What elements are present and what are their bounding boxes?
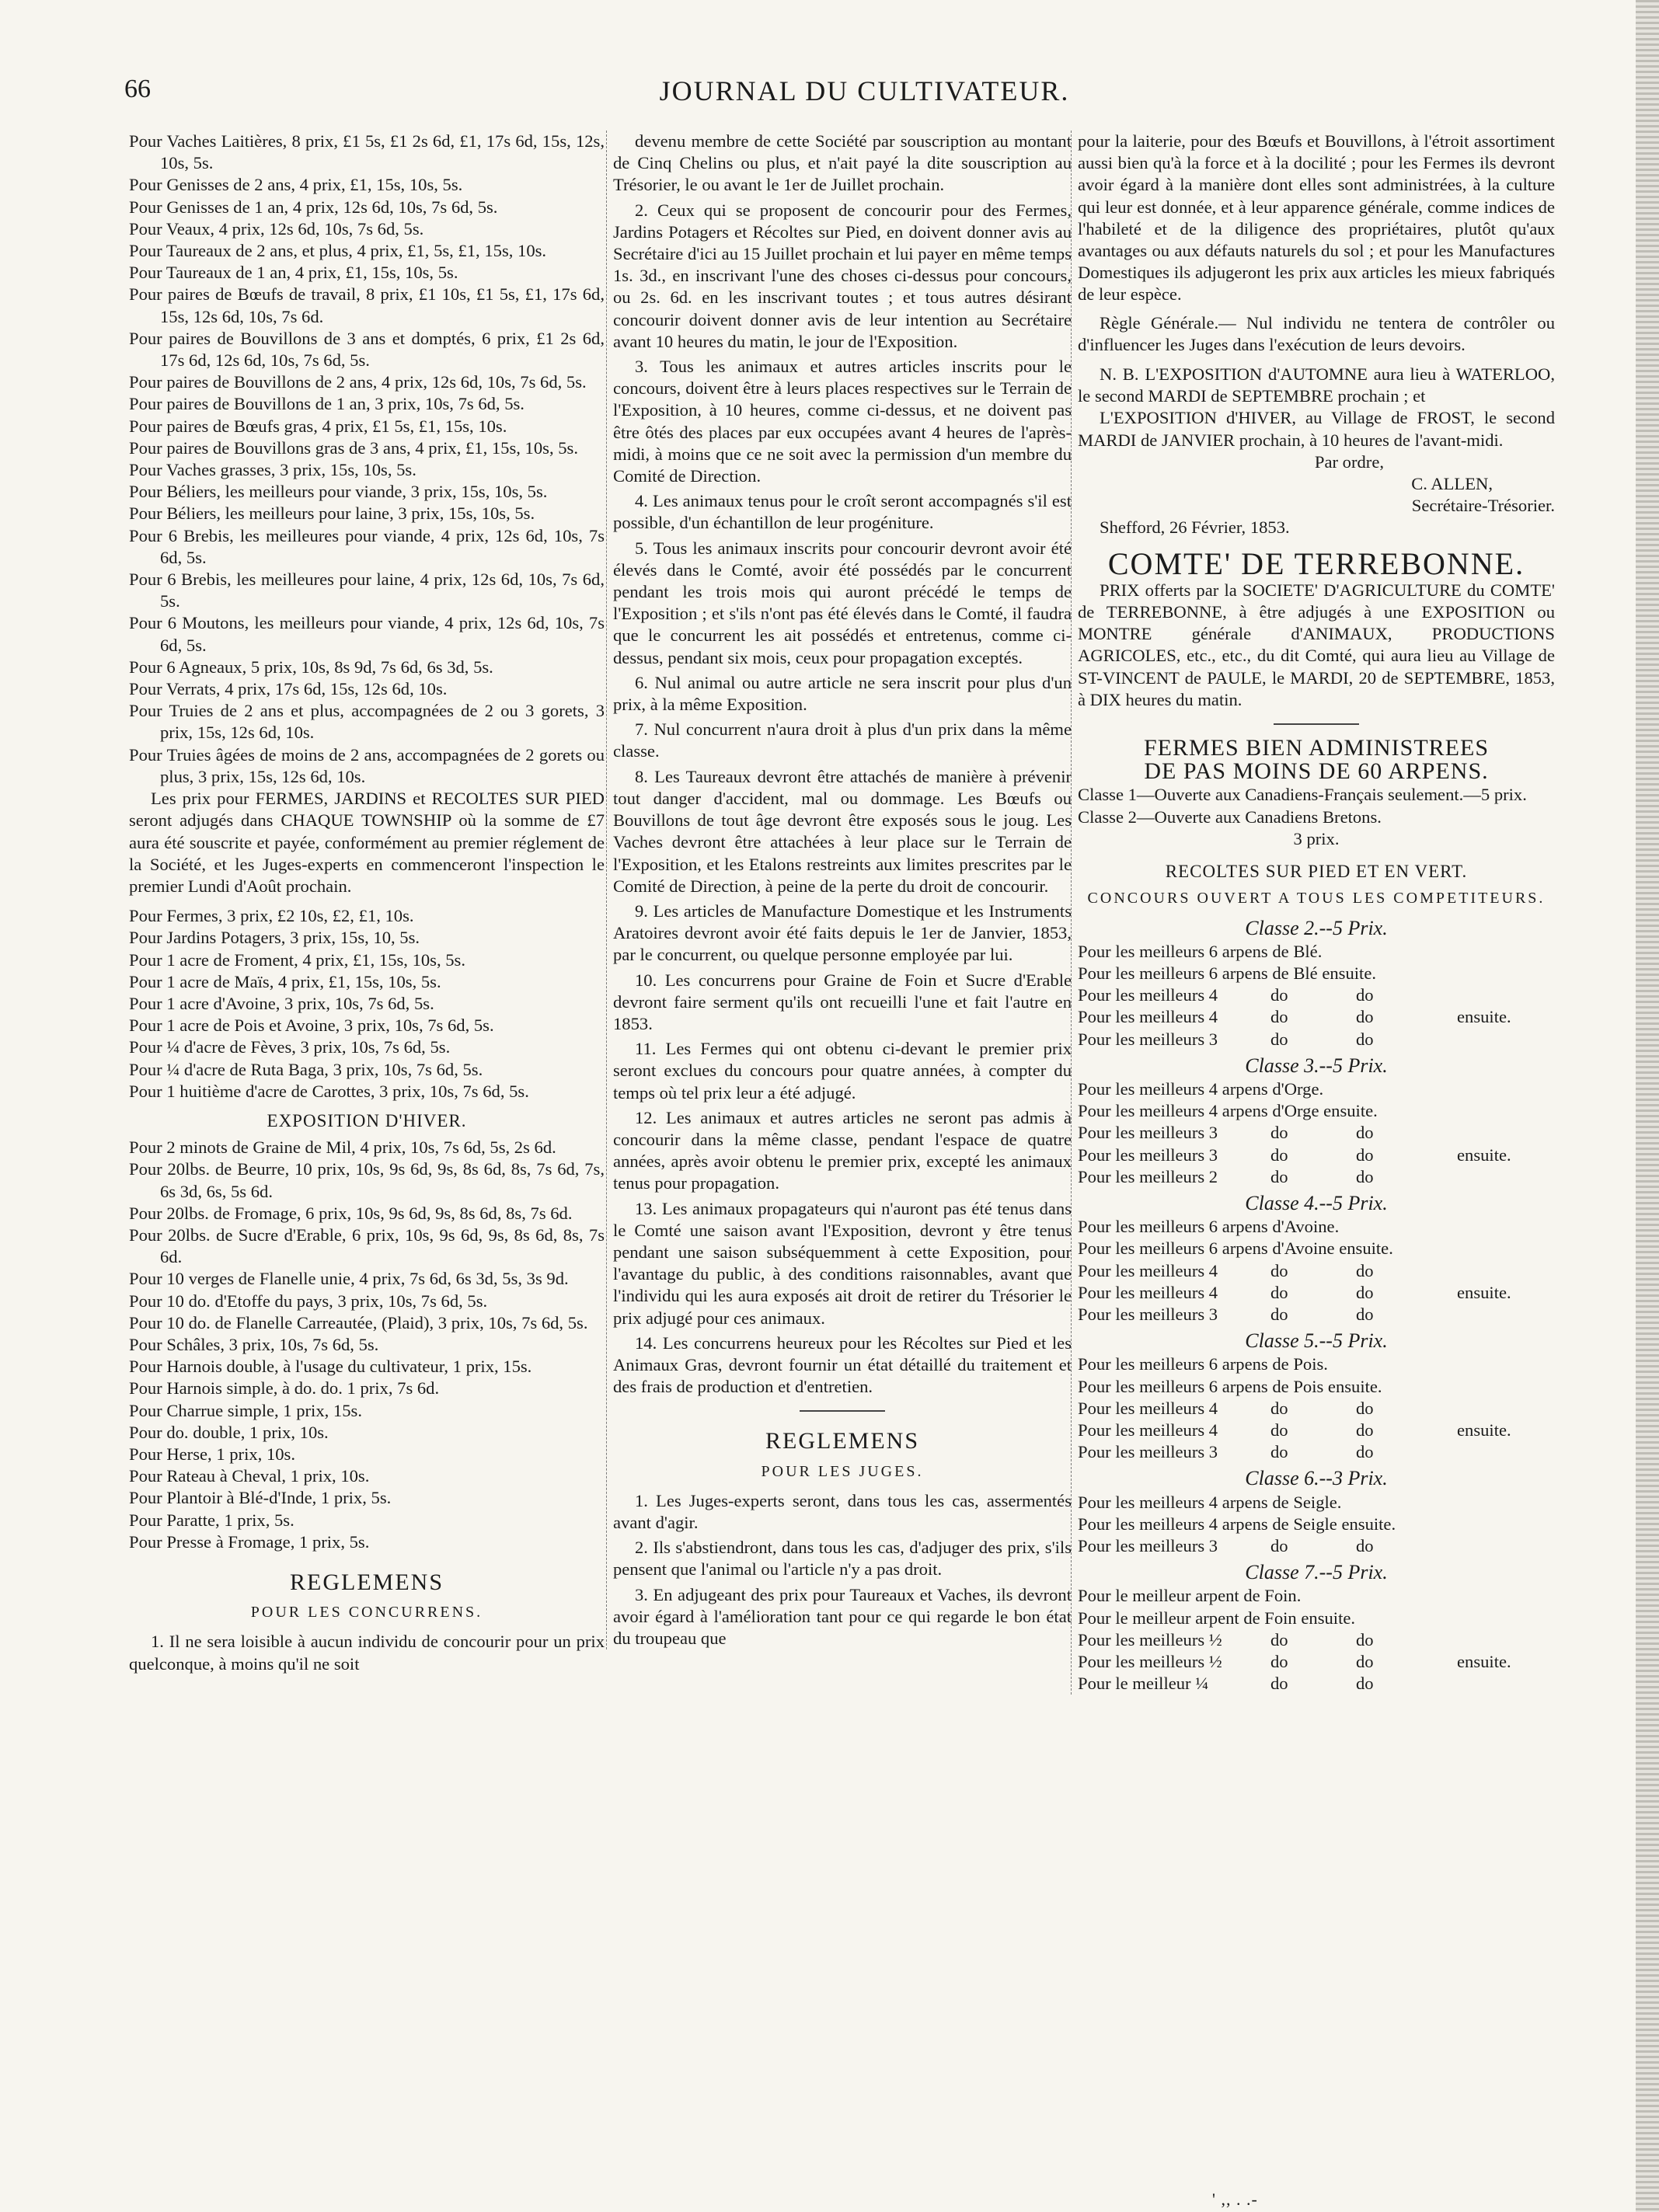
fermes-paragraph: Les prix pour FERMES, JARDINS et RECOLTES SUR PIED seront adjugés dans CHAQUE TOWNSHIP où la somme de £7 aura été souscrite et payée, conformément au premier réglement de la Société, et les Juges-experts en commenceront l'inspection le premier Lundi d'Août prochain. bbox=[129, 789, 605, 896]
classe-cell: Pour les meilleurs ½ bbox=[1078, 1629, 1222, 1649]
prize-item: Pour 1 acre de Maïs, 4 prix, £1, 15s, 10s, 5s. bbox=[129, 971, 441, 991]
prize-item: Pour Schâles, 3 prix, 10s, 7s 6d, 5s. bbox=[129, 1334, 379, 1354]
prize-item: Pour 6 Moutons, les meilleurs pour viande, 4 prix, 12s 6d, 10s, 7s 6d, 5s. bbox=[129, 613, 605, 655]
classe-cell: Pour les meilleurs 4 bbox=[1078, 985, 1218, 1005]
classe-row bbox=[1078, 1535, 1555, 1557]
journal-title: JOURNAL DU CULTIVATEUR. bbox=[659, 75, 1070, 106]
nb-notice: N. B. L'EXPOSITION d'AUTOMNE aura lieu à WATERLOO, le second MARDI de SEPTEMBRE prochain ; et bbox=[1078, 364, 1555, 406]
classe-cell: do bbox=[1270, 1123, 1288, 1143]
subheading-concurrens: POUR LES CONCURRENS. bbox=[250, 1604, 483, 1622]
classe-cell: Pour les meilleurs 2 bbox=[1078, 1166, 1218, 1186]
classe-row bbox=[1078, 1608, 1555, 1629]
prize-item: Pour 10 do. d'Etoffe du pays, 3 prix, 10s, 7s 6d, 5s. bbox=[129, 1291, 488, 1311]
rule-item: 1. Les Juges-experts seront, dans tous les cas, assermentés avant d'agir. bbox=[613, 1490, 1072, 1532]
classe-cell: Pour les meilleurs 3 bbox=[1078, 1029, 1218, 1049]
classe-cell: Pour les meilleurs 4 arpens de Seigle ensuite. bbox=[1078, 1514, 1396, 1534]
prize-item: Pour paires de Bœufs gras, 4 prix, £1 5s, £1, 15s, 10s. bbox=[129, 416, 507, 436]
prize-item: Pour Paratte, 1 prix, 5s. bbox=[129, 1510, 295, 1530]
rule-item: 7. Nul concurrent n'aura droit à plus d'un prix dans la même classe. bbox=[613, 719, 1072, 761]
classe-cell: do bbox=[1270, 1442, 1288, 1462]
prize-item: Pour paires de Bouvillons de 3 ans et domptés, 6 prix, £1 2s 6d, 17s 6d, 12s 6d, 10s, 7s 6d, 5s. bbox=[129, 328, 605, 371]
classes-list bbox=[1078, 918, 1555, 1695]
prize-item: Pour Verrats, 4 prix, 17s 6d, 15s, 12s 6d, 10s. bbox=[129, 679, 448, 699]
prize-item: Pour do. double, 1 prix, 10s. bbox=[129, 1422, 329, 1442]
classe-cell: do bbox=[1270, 1674, 1288, 1694]
classe-cell bbox=[1457, 1166, 1555, 1188]
rule-item: 12. Les animaux et autres articles ne seront pas admis à concourir dans la même classe, pendant l'espace de quatre années, après avoir obtenu le premier prix, excepté les animaux tenus pour propagation. bbox=[613, 1107, 1072, 1193]
prize-item: Pour Harnois double, à l'usage du cultivateur, 1 prix, 15s. bbox=[129, 1357, 532, 1377]
classe-cell: do bbox=[1356, 1304, 1374, 1324]
rule-item: devenu membre de cette Société par souscription au montant de Cinq Chelins ou plus, et n'ait payé la dite souscription au Trésorier, le ou avant le 1er de Juillet prochain. bbox=[613, 131, 1072, 195]
classe-row bbox=[1078, 1166, 1555, 1188]
classe-row bbox=[1078, 1144, 1555, 1166]
classe-cell: do bbox=[1270, 1260, 1288, 1280]
classe-2-prix: 3 prix. bbox=[1293, 828, 1340, 848]
page-edge bbox=[1636, 0, 1659, 2212]
classe-cell: Pour les meilleurs 6 arpens d'Avoine ensuite. bbox=[1078, 1238, 1393, 1259]
classe-cell: do bbox=[1270, 1282, 1288, 1302]
prize-item: Pour 20lbs. de Beurre, 10 prix, 10s, 9s 6d, 9s, 8s 6d, 8s, 7s 6d, 7s, 6s 3d, 6s, 5s 6d. bbox=[129, 1159, 605, 1201]
classe-cell: do bbox=[1356, 1260, 1374, 1280]
classe-row bbox=[1078, 1651, 1555, 1673]
classe-cell: do bbox=[1270, 1535, 1288, 1555]
fermes-heading-1: FERMES BIEN ADMINISTREES bbox=[1143, 735, 1490, 761]
classe-cell: Pour les meilleurs 3 bbox=[1078, 1304, 1218, 1324]
prize-item: Pour paires de Bouvillons de 2 ans, 4 prix, 12s 6d, 10s, 7s 6d, 5s. bbox=[129, 372, 587, 392]
section-heading-hiver: EXPOSITION D'HIVER. bbox=[267, 1110, 467, 1130]
judges-paragraph: pour la laiterie, pour des Bœufs et Bouvillons, à l'étroit assortiment aussi bien qu'à la force et à la docilité ; pour les Fermes ils devront avoir égard à la manière dont elles sont administrées, à la culture qui leur est donnée, et à leur apparence générale, comme indices de l'habileté et de la diligence des propriétaires, plutôt qu'aux avantages ou aux défauts naturels du sol ; et pour les Manufactures Domestiques ils adjugeront les prix aux articles les mieux fabriqués de leur espèce. bbox=[1078, 131, 1555, 305]
prize-item: Pour 1 huitième d'acre de Carottes, 3 prix, 10s, 7s 6d, 5s. bbox=[129, 1081, 529, 1101]
classe-cell: ensuite. bbox=[1457, 1282, 1511, 1302]
prize-item: Pour paires de Bœufs de travail, 8 prix, £1 10s, £1 5s, £1, 17s 6d, 15s, 12s 6d, 10s, 7s 6d. bbox=[129, 284, 605, 326]
classe-cell: Pour les meilleurs 4 arpens de Seigle. bbox=[1078, 1492, 1342, 1512]
classe-cell: ensuite. bbox=[1457, 1007, 1511, 1027]
prize-list-crops bbox=[129, 905, 605, 1103]
classe-row bbox=[1078, 963, 1555, 984]
classe-row bbox=[1078, 1353, 1555, 1375]
classe-row bbox=[1078, 1304, 1555, 1325]
county-title: COMTE' DE TERREBONNE. bbox=[1107, 545, 1525, 581]
prize-item: Pour 20lbs. de Sucre d'Erable, 6 prix, 10s, 9s 6d, 9s, 8s 6d, 8s, 7s 6d. bbox=[129, 1224, 605, 1267]
prize-item: Pour Vaches Laitières, 8 prix, £1 5s, £1 2s 6d, £1, 17s 6d, 15s, 12s, 10s, 5s. bbox=[129, 131, 605, 173]
rule-item: 3. En adjugeant des prix pour Taureaux et Vaches, ils devront avoir égard à l'amélioration tant pour ce qui regarde le bon état du troupeau que bbox=[613, 1584, 1072, 1648]
classe-cell: do bbox=[1356, 1144, 1374, 1165]
classe-row bbox=[1078, 1006, 1555, 1028]
rule-item: 10. Les concurrens pour Graine de Foin et Sucre d'Erable devront faire serment qu'ils ont recueilli l'une et fait l'autre en 1853. bbox=[613, 970, 1072, 1033]
classe-cell: Pour les meilleurs 3 bbox=[1078, 1442, 1218, 1462]
classe-cell bbox=[1457, 1122, 1555, 1144]
prize-item: Pour paires de Bouvillons gras de 3 ans, 4 prix, £1, 15s, 10s, 5s. bbox=[129, 437, 578, 458]
section-heading-reglemens-juges: REGLEMENS bbox=[765, 1428, 919, 1454]
classe-cell: ensuite. bbox=[1457, 1652, 1511, 1671]
prize-item: Pour Truies de 2 ans et plus, accompagnées de 2 ou 3 gorets, 3 prix, 15s, 12s 6d, 10s. bbox=[129, 701, 605, 743]
prize-item: Pour 6 Brebis, les meilleures pour laine, 4 prix, 12s 6d, 10s, 7s 6d, 5s. bbox=[129, 570, 605, 611]
classe-cell: do bbox=[1356, 1674, 1374, 1694]
classe-cell: do bbox=[1270, 1144, 1288, 1165]
classe-cell bbox=[1457, 1629, 1555, 1651]
classe-cell: do bbox=[1270, 1007, 1288, 1027]
classe-cell: Pour les meilleurs 4 bbox=[1078, 1260, 1218, 1280]
rule-item: 13. Les animaux propagateurs qui n'auront pas été tenus dans le Comté une saison avant l'Exposition, devront y être tenus pendant une saison subséquemment à cette Exposition, pour l'avantage du public, à des conditions raisonnables, avant que l'individu qui les aura exposés ait droit de retirer du Trésorier le prix adjugé pour ces animaux. bbox=[613, 1198, 1072, 1328]
subheading-juges: POUR LES JUGES. bbox=[761, 1462, 924, 1480]
prize-item: Pour Vaches grasses, 3 prix, 15s, 10s, 5s. bbox=[129, 460, 416, 480]
classe-cell: ensuite. bbox=[1457, 1144, 1511, 1165]
classe-cell: Pour les meilleurs 6 arpens de Blé ensuite. bbox=[1078, 963, 1377, 983]
prize-item: Pour 10 verges de Flanelle unie, 4 prix, 7s 6d, 6s 3d, 5s, 3s 9d. bbox=[129, 1269, 569, 1289]
classe-cell: do bbox=[1356, 1652, 1374, 1671]
prize-item: Pour Taureaux de 1 an, 4 prix, £1, 15s, 10s, 5s. bbox=[129, 263, 458, 283]
prize-item: Pour 6 Brebis, les meilleures pour viande, 4 prix, 12s 6d, 10s, 7s 6d, 5s. bbox=[129, 525, 605, 567]
prize-item: Pour ¼ d'acre de Ruta Baga, 3 prix, 10s, 7s 6d, 5s. bbox=[129, 1059, 483, 1079]
prize-item: Pour Rateau à Cheval, 1 prix, 10s. bbox=[129, 1466, 370, 1486]
rule-item: 9. Les articles de Manufacture Domestique et les Instruments Aratoires devront avoir été faits depuis le 1er de Janvier, 1853, par le concurrent, ou quelque personne employée par lui. bbox=[613, 900, 1072, 965]
classe-title: Classe 7.--5 Prix. bbox=[1245, 1561, 1388, 1584]
column-right bbox=[1071, 131, 1555, 1695]
classe-row bbox=[1078, 1673, 1555, 1695]
classe-row bbox=[1078, 1282, 1555, 1304]
classe-cell: do bbox=[1356, 1442, 1374, 1462]
rule-item: 2. Ceux qui se proposent de concourir pour des Fermes, Jardins Potagers et Récoltes sur Pied, en doivent donner avis au Secrétaire d'ici au 15 Juillet prochain et lui payer en même temps 1s. 3d., en inscrivant l'une des choses ci-dessus pour concours, ou 2s. 6d. en les inscrivant toutes ; et tous autres désirant concourir doivent donner avis de leur intention au Secrétaire avant 10 heures du matin, le jour de l'Exposition. bbox=[613, 200, 1072, 351]
county-paragraph: PRIX offerts par la SOCIETE' D'AGRICULTURE du COMTE' de TERREBONNE, à être adjugés à une EXPOSITION ou MONTRE générale d'ANIMAUX, PRODUCTIONS AGRICOLES, etc., etc., du dit Comté, qui aura lieu au Village de ST-VINCENT de PAULE, le MARDI, 20 de SEPTEMBRE, 1853, à DIX heures du matin. bbox=[1078, 580, 1555, 709]
prize-item: Pour Jardins Potagers, 3 prix, 15s, 10, 5s. bbox=[129, 928, 420, 948]
classe-cell: Pour les meilleurs 4 bbox=[1078, 1398, 1218, 1418]
classe-cell: do bbox=[1356, 1282, 1374, 1302]
prize-item: Pour Fermes, 3 prix, £2 10s, £2, £1, 10s. bbox=[129, 906, 414, 926]
classe-cell: Pour le meilleur arpent de Foin ensuite. bbox=[1078, 1608, 1356, 1628]
classe-cell: do bbox=[1270, 1398, 1288, 1418]
classe-row bbox=[1078, 1238, 1555, 1259]
prize-item: Pour Herse, 1 prix, 10s. bbox=[129, 1444, 295, 1464]
prize-item: Pour Harnois simple, à do. do. 1 prix, 7s 6d. bbox=[129, 1378, 440, 1399]
prize-item: Pour Presse à Fromage, 1 prix, 5s. bbox=[129, 1531, 370, 1552]
classe-row bbox=[1078, 941, 1555, 963]
prize-item: Pour Béliers, les meilleurs pour viande, 3 prix, 15s, 10s, 5s. bbox=[129, 482, 548, 502]
par-ordre: Par ordre, bbox=[1314, 451, 1384, 472]
prize-item: Pour 1 acre de Pois et Avoine, 3 prix, 10s, 7s 6d, 5s. bbox=[129, 1015, 494, 1036]
classe-row bbox=[1078, 1260, 1555, 1282]
classe-row bbox=[1078, 1585, 1555, 1607]
classe-cell: do bbox=[1270, 985, 1288, 1005]
classe-cell: Pour les meilleurs 6 arpens de Pois. bbox=[1078, 1354, 1328, 1374]
classe-1: Classe 1—Ouverte aux Canadiens-Français seulement.—5 prix. bbox=[1078, 785, 1527, 805]
classe-cell: do bbox=[1270, 1629, 1288, 1649]
classe-row bbox=[1078, 1492, 1555, 1514]
rules-list-concurrens bbox=[613, 131, 1072, 1398]
classe-cell bbox=[1457, 1304, 1555, 1325]
prize-item: Pour 1 acre de Froment, 4 prix, £1, 15s, 10s, 5s. bbox=[129, 949, 465, 970]
classe-cell: do bbox=[1356, 1123, 1374, 1143]
fermes-heading-2: DE PAS MOINS DE 60 ARPENS. bbox=[1144, 758, 1489, 785]
classe-row bbox=[1078, 1629, 1555, 1651]
classe-cell bbox=[1457, 1260, 1555, 1282]
prize-item: Pour 2 minots de Graine de Mil, 4 prix, 10s, 7s 6d, 5s, 2s 6d. bbox=[129, 1137, 556, 1158]
prize-item: Pour 20lbs. de Fromage, 6 prix, 10s, 9s 6d, 9s, 8s 6d, 8s, 7s 6d. bbox=[129, 1203, 573, 1223]
divider bbox=[800, 1410, 885, 1412]
prize-item: Pour Charrue simple, 1 prix, 15s. bbox=[129, 1400, 362, 1420]
prize-item: Pour ¼ d'acre de Fèves, 3 prix, 10s, 7s 6d, 5s. bbox=[129, 1037, 451, 1057]
rule-item: 6. Nul animal ou autre article ne sera inscrit pour plus d'un prix, à la même Exposition. bbox=[613, 672, 1072, 715]
prize-item: Pour 6 Agneaux, 5 prix, 10s, 8s 9d, 7s 6d, 6s 3d, 5s. bbox=[129, 657, 493, 677]
place-date: Shefford, 26 Février, 1853. bbox=[1100, 517, 1290, 538]
prize-item: Pour paires de Bouvillons de 1 an, 3 prix, 10s, 7s 6d, 5s. bbox=[129, 394, 525, 414]
classe-row bbox=[1078, 1100, 1555, 1122]
classe-row bbox=[1078, 1514, 1555, 1535]
classe-row bbox=[1078, 1376, 1555, 1398]
classe-cell bbox=[1457, 1535, 1555, 1557]
classe-cell bbox=[1457, 1673, 1555, 1695]
prize-item: Pour Taureaux de 2 ans, et plus, 4 prix, £1, 5s, £1, 15s, 10s. bbox=[129, 241, 547, 261]
classe-cell: do bbox=[1356, 1535, 1374, 1555]
classe-cell: Pour les meilleurs 4 arpens d'Orge ensuite. bbox=[1078, 1101, 1378, 1121]
concours-heading: CONCOURS OUVERT A TOUS LES COMPETITEURS. bbox=[1087, 890, 1546, 907]
prize-item: Pour Genisses de 2 ans, 4 prix, £1, 15s, 10s, 5s. bbox=[129, 175, 463, 195]
classe-title: Classe 2.--5 Prix. bbox=[1245, 916, 1388, 939]
prize-list-animals bbox=[129, 131, 605, 788]
running-head bbox=[117, 75, 1612, 113]
rule-item: 2. Ils s'abstiendront, dans tous les cas, d'adjuger des prix, s'ils pensent que l'animal ou l'article n'y a pas droit. bbox=[613, 1538, 1072, 1580]
prize-item: Pour Veaux, 4 prix, 12s 6d, 10s, 7s 6d, 5s. bbox=[129, 218, 424, 239]
classe-cell: do bbox=[1356, 1420, 1374, 1440]
recoltes-heading: RECOLTES SUR PIED ET EN VERT. bbox=[1165, 862, 1468, 882]
classe-cell: do bbox=[1270, 1304, 1288, 1324]
rule-item: 8. Les Taureaux devront être attachés de manière à prévenir tout danger d'accident, mal ou dommage. Les Bœufs ou Bouvillons de tout âge devront être exposés sous le joug. Les Vaches devront être attachées à leur place sur le Terrain de l'Exposition, et les Etalons restreints aux limites prescrites par le Comité de Direction, à peine de la perte du droit de concourir. bbox=[613, 766, 1072, 896]
rule-item: 5. Tous les animaux inscrits pour concourir devront avoir été élevés dans le Comté, avoir été possédés par le concurrent pendant les trois mois qui auront précédé le temps de l'Exposition ; et s'ils n'ont pas été élevés dans le Comté, il faudra que le concurrent les ait possédés et entretenus, comme ci-dessus, pendant six mois, ceux pour propagation exceptés. bbox=[613, 538, 1072, 667]
prize-item: Pour Béliers, les meilleurs pour laine, 3 prix, 15s, 10s, 5s. bbox=[129, 503, 535, 524]
rule-paragraph: 1. Il ne sera loisible à aucun individu de concourir pour un prix quelconque, à moins qu'il ne soit bbox=[129, 1632, 605, 1674]
classe-row bbox=[1078, 984, 1555, 1006]
classe-row bbox=[1078, 1398, 1555, 1420]
classe-cell: Pour le meilleur ¼ bbox=[1078, 1674, 1209, 1694]
classe-title: Classe 5.--5 Prix. bbox=[1245, 1329, 1388, 1353]
classe-cell: Pour les meilleurs 6 arpens de Blé. bbox=[1078, 941, 1323, 961]
classe-cell: Pour les meilleurs 6 arpens d'Avoine. bbox=[1078, 1217, 1340, 1237]
classe-row bbox=[1078, 1122, 1555, 1144]
prize-item: Pour Truies âgées de moins de 2 ans, accompagnées de 2 gorets ou plus, 3 prix, 15s, 12s 6d, 10s. bbox=[129, 744, 605, 786]
classe-cell bbox=[1457, 1441, 1555, 1463]
rule-item: 4. Les animaux tenus pour le croît seront accompagnés s'il est possible, d'un échantillon de leur progéniture. bbox=[613, 491, 1072, 533]
classe-cell: Pour les meilleurs 4 bbox=[1078, 1007, 1218, 1027]
classe-cell: do bbox=[1270, 1029, 1288, 1049]
rule-item: 11. Les Fermes qui ont obtenu ci-devant le premier prix seront exclues du concours pour quatre années, à compter du temps où tel prix leur a été adjugé. bbox=[613, 1039, 1072, 1103]
classe-cell: Pour les meilleurs 4 bbox=[1078, 1282, 1218, 1302]
prize-item: Pour Genisses de 1 an, 4 prix, 12s 6d, 10s, 7s 6d, 5s. bbox=[129, 197, 498, 217]
classe-cell: do bbox=[1356, 985, 1374, 1005]
classe-cell: Pour les meilleurs 3 bbox=[1078, 1535, 1218, 1555]
classe-cell: do bbox=[1270, 1652, 1288, 1671]
page-number: 66 bbox=[124, 75, 151, 103]
classe-cell: do bbox=[1356, 1629, 1374, 1649]
footer-mark: ' ,, . .- bbox=[1212, 2189, 1258, 2209]
classe-cell: do bbox=[1356, 1166, 1374, 1186]
prize-item: Pour 1 acre d'Avoine, 3 prix, 10s, 7s 6d, 5s. bbox=[129, 993, 434, 1013]
classe-cell bbox=[1457, 1398, 1555, 1420]
prize-item: Pour 10 do. de Flanelle Carreautée, (Plaid), 3 prix, 10s, 7s 6d, 5s. bbox=[129, 1312, 588, 1332]
classe-row bbox=[1078, 1029, 1555, 1050]
classe-cell: do bbox=[1356, 1398, 1374, 1418]
classe-cell: Pour les meilleurs 6 arpens de Pois ensuite. bbox=[1078, 1376, 1382, 1396]
rule-item: 14. Les concurrens heureux pour les Récoltes sur Pied et les Animaux Gras, devront fournir un état détaillé du traitement et des frais de production et d'entretien. bbox=[613, 1332, 1072, 1397]
hiver-notice: L'EXPOSITION d'HIVER, au Village de FROST, le second MARDI de JANVIER prochain, à 10 heures de l'avant-midi. bbox=[1078, 408, 1555, 450]
signatory-title: Secrétaire-Trésorier. bbox=[1411, 496, 1555, 516]
classe-cell: Pour les meilleurs 4 bbox=[1078, 1420, 1218, 1440]
classe-cell: ensuite. bbox=[1457, 1420, 1511, 1440]
classe-cell bbox=[1457, 1029, 1555, 1050]
classe-cell: Pour les meilleurs 4 arpens d'Orge. bbox=[1078, 1078, 1324, 1099]
rules-list-juges bbox=[613, 1490, 1072, 1649]
classe-cell: Pour les meilleurs 3 bbox=[1078, 1123, 1218, 1143]
classe-cell: Pour les meilleurs ½ bbox=[1078, 1652, 1222, 1671]
classe-cell: do bbox=[1356, 1007, 1374, 1027]
classe-title: Classe 6.--3 Prix. bbox=[1245, 1467, 1388, 1490]
classe-2: Classe 2—Ouverte aux Canadiens Bretons. bbox=[1078, 806, 1382, 827]
classe-cell bbox=[1457, 984, 1555, 1006]
divider bbox=[1274, 723, 1359, 725]
column-middle bbox=[606, 131, 1072, 1649]
classe-row bbox=[1078, 1216, 1555, 1238]
classe-cell: Pour le meilleur arpent de Foin. bbox=[1078, 1586, 1302, 1606]
rule-item: 3. Tous les animaux et autres articles inscrits pour le concours, doivent être à leurs places respectives sur le Terrain de l'Exposition, à 10 heures, comme ci-dessus, et ne doivent pas être ôtés des places par eux occupées avant 4 heures de l'après-midi, à moins que ce ne soit avec la permission d'un membre du Comité de Direction. bbox=[613, 357, 1072, 486]
prize-item: Pour Plantoir à Blé-d'Inde, 1 prix, 5s. bbox=[129, 1488, 392, 1508]
classe-row bbox=[1078, 1078, 1555, 1100]
classe-cell: do bbox=[1356, 1029, 1374, 1049]
classe-cell: do bbox=[1270, 1420, 1288, 1440]
classe-title: Classe 4.--5 Prix. bbox=[1245, 1191, 1388, 1214]
classe-cell: do bbox=[1270, 1166, 1288, 1186]
classe-cell: Pour les meilleurs 3 bbox=[1078, 1144, 1218, 1165]
prize-list-winter bbox=[129, 1137, 605, 1553]
regle-generale: Règle Générale.— Nul individu ne tentera de contrôler ou d'influencer les Juges dans l'exécution de leurs devoirs. bbox=[1078, 312, 1555, 354]
column-left bbox=[129, 131, 605, 1675]
classe-title: Classe 3.--5 Prix. bbox=[1245, 1054, 1388, 1077]
classe-row bbox=[1078, 1441, 1555, 1463]
signatory: C. ALLEN, bbox=[1411, 474, 1493, 494]
section-heading-reglemens: REGLEMENS bbox=[290, 1569, 444, 1595]
classe-row bbox=[1078, 1420, 1555, 1441]
